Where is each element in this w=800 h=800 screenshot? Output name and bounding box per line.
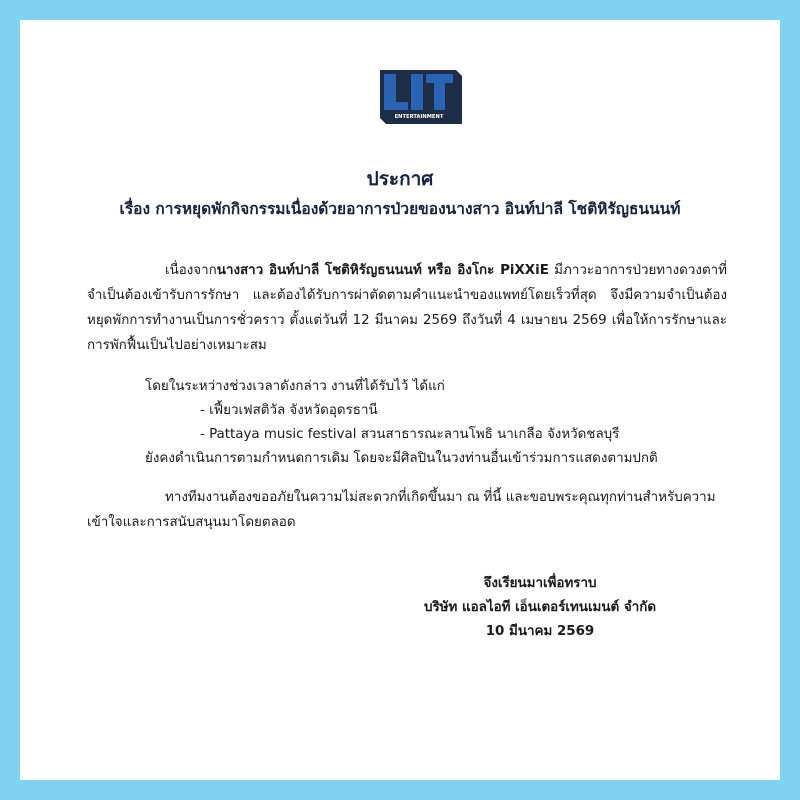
signature-company: บริษัท แอลไอที เอ็นเตอร์เทนเมนต์ จำกัด bbox=[423, 600, 657, 615]
svg-text:ENTERTAINMENT: ENTERTAINMENT bbox=[394, 114, 444, 120]
paragraph-2-outro: ยังคงดำเนินการตามกำหนดการเดิม โดยจะมีศิลปินในวงท่านอื่นเข้าร่วมการแสดงตามปกติ bbox=[145, 451, 658, 466]
paragraph-3: ทางทีมงานต้องขออภัยในความไม่สะดวกที่เกิดขึ้นมา ณ ที่นี้ และขอบพระคุณทุกท่านสำหรับความเข้าใจและการสนับสนุนมาโดยตลอด bbox=[87, 490, 716, 530]
signature-closing: จึงเรียนมาเพื่อทราบ bbox=[483, 576, 597, 591]
artist-name: นางสาว อินท์ปาลี โชติหิรัญธนนนท์ หรือ อิงโกะ PiXXiE bbox=[216, 263, 549, 278]
announcement-title: ประกาศ bbox=[366, 168, 434, 190]
lit-entertainment-logo bbox=[376, 68, 462, 126]
para1-rest: มีภาวะอาการป่วยทางดวงตาที่จำเป็นต้องเข้ารับการรักษา และต้องได้รับการผ่าตัดตามคำแนะนำของแพทย์โดยเร็วที่สุด จึงมีความจำเป็นต้องหยุดพักการทำงานเป็นการชั่วคราว ตั้งแต่วันที่ 12 มีนาคม 2569 ถึงวันที่ 4 เมษายน 2569 เพื่อให้การรักษาและการพักฟื้นเป็นไปอย่างเหมาะสม bbox=[87, 263, 727, 353]
paragraph-1 bbox=[87, 258, 727, 358]
para1-prefix: เนื่องจาก bbox=[165, 263, 217, 278]
announcement-page bbox=[20, 20, 780, 780]
signature-date: 10 มีนาคม 2569 bbox=[485, 624, 595, 639]
announcement-subject: เรื่อง การหยุดพักกิจกรรมเนื่องด้วยอาการป่วยของนางสาว อินท์ปาลี โชติหิรัญธนนนท์ bbox=[119, 200, 681, 218]
event-item-2: - Pattaya music festival สวนสาธารณะลานโพธิ นาเกลือ จังหวัดชลบุรี bbox=[200, 427, 620, 442]
event-item-1: - เฟี้ยวเฟสติวัล จังหวัดอุดรธานี bbox=[200, 403, 378, 418]
paragraph-2-intro: โดยในระหว่างช่วงเวลาดังกล่าว งานที่ได้รับไว้ ได้แก่ bbox=[145, 379, 445, 394]
